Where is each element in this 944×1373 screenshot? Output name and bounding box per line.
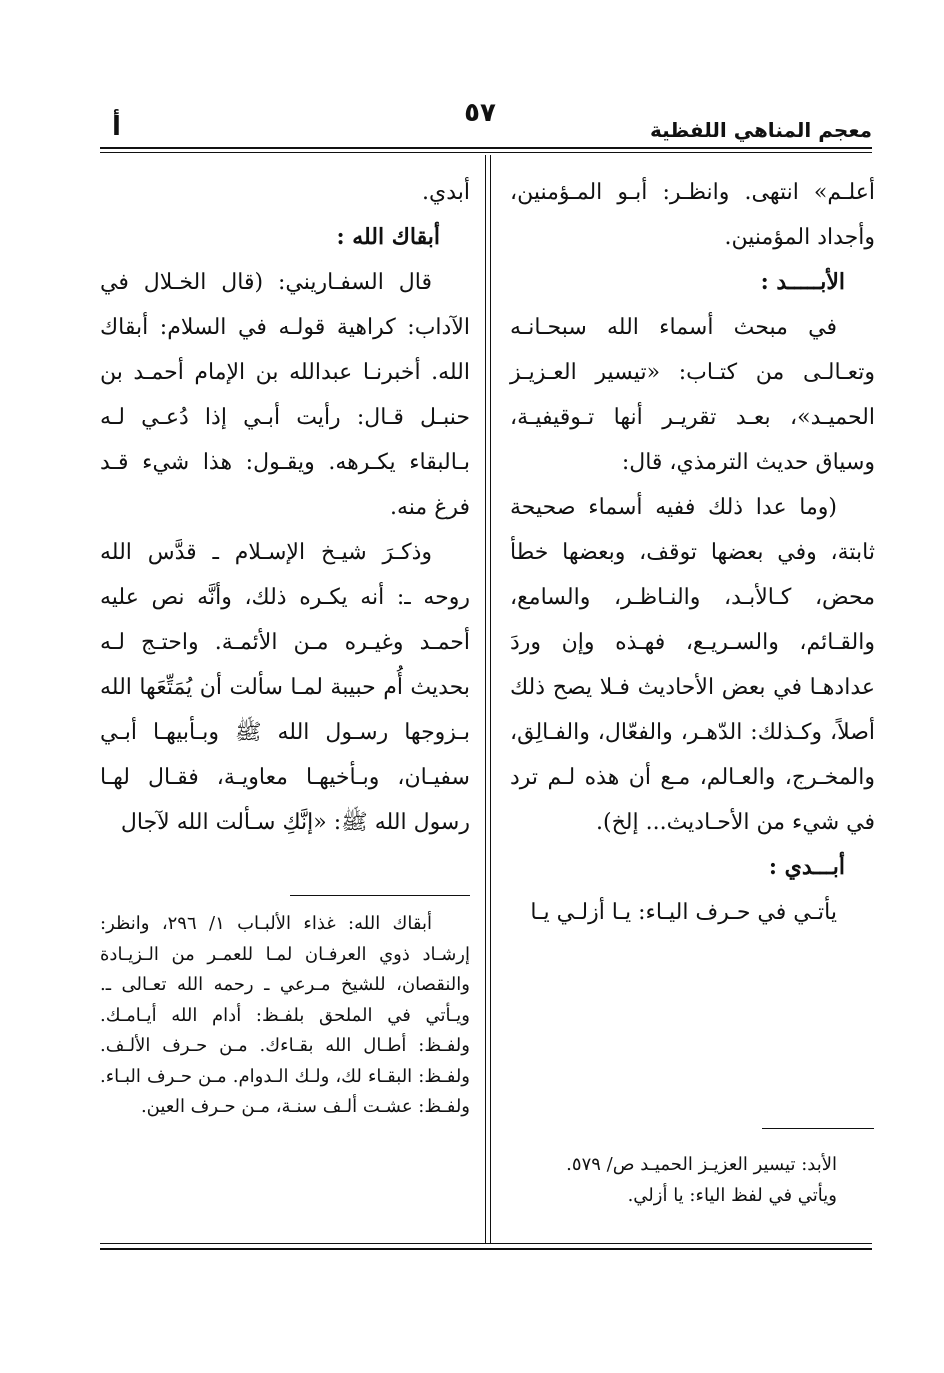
left-footnote (100, 909, 470, 1123)
paragraph: وذكـرَ شيـخ الإسـلام ـ قدَّس الله روحه ـ: أنه يكـره ذلك، وأنَّه نص عليه أحمـد وغيـره مـن الأئمـة. واحتـج لـه بحديث أُم حبيبة لمـا سألت أن يُمَتِّعَها الله بـزوجها رسـول الله ﷺ وبـأبيهـا أبـي سفيـان، وبـأخيهـا معاويـة، فقـال لهـا رسول الله ﷺ: «إنَّكِ سـألت الله لآجال (100, 540, 470, 835)
footer-rule (100, 1248, 872, 1250)
footer-rule-thin (100, 1243, 872, 1244)
entry-headword: أبـــدي : (768, 854, 845, 880)
footnote-line: الأبد: تيسير العزيـز الحميـد ص/ ٥٧٩. (566, 1154, 837, 1175)
footnote-rule (290, 895, 470, 896)
running-header-title: معجم المناهي اللفظية (650, 118, 872, 142)
footnote-rule (762, 1128, 874, 1129)
right-column (510, 170, 875, 935)
entry-headword: الأبـــــد : (760, 269, 845, 295)
section-letter: أ (112, 112, 121, 142)
entry-headword: أبقاك الله : (336, 224, 440, 250)
left-column (100, 170, 470, 845)
paragraph: قال السفـاريني: (قال الخـلال في الآداب: كراهية قولـه في السلام: أبقاك الله. أخبرنـا عبدالله بن الإمام أحمـد بن حنبـل قـال: رأيت أبـي إذا دُعـي لـه بـالبقاء يكـرهه. ويقـول: هذا شيء قـد فرغ منه. (100, 270, 470, 520)
footnote-line: ويأتي في لفظ الياء: يا أزلي. (627, 1184, 837, 1206)
paragraph: في مبحث أسماء الله سبحـانـه وتعـالـى من كتـاب: «تيسير العـزيـز الحميـد»، بعـد تقريـر أنها تـوقيفيـة، وسياق حديث الترمذي، قال: (510, 315, 875, 475)
footnote-text: أبقاك الله: غذاء الألبـاب ١/ ٢٩٦، وانظر: إرشـاد ذوي العرفـان لمـا للعمـر من الـزيـادة والنقصان، للشيخ مـرعي ـ رحمه الله تعـالى ـ. ويـأتي في الملحق بلفـظ: أدام الله أيـامـك. ولفـظ: أطـال الله بقـاءك. مـن حـرف الألـف. ولفـظ: البقـاء لك، ولـك الـدوام. مـن حـرف البـاء. ولفـظ: عشـت ألـف سنـة، مـن حـرف العين. (100, 913, 470, 1117)
column-divider (485, 155, 486, 1243)
header-rule-thin (100, 152, 872, 153)
paragraph: أبدي. (422, 180, 470, 205)
paragraph: أعلـم» انتهى. وانظـر: أبـو المـؤمنين، وأجداد المؤمنين. (510, 180, 875, 250)
column-divider-inner (490, 155, 491, 1243)
header-rule (100, 147, 872, 149)
right-footnote (510, 1150, 875, 1211)
page-number: ٥٧ (464, 98, 496, 128)
paragraph: (وما عدا ذلك ففيه أسماء صحيحة ثابتة، وفي بعضها توقف، وبعضها خطأ محض، كـالأبـد، والنـاظـر، والسامع، والقـائم، والسـريـع، فهـذه وإن وردَ عدادهـا في بعض الأحاديث فـلا يصح ذلك أصلاً، وكـذلك: الدّهـر، والفعّال، والفـالِق، والمخـرج، والعـالم، مـع أن هذه لـم ترد في شيء من الأحـاديث... إلخ). (510, 495, 875, 835)
paragraph: يأتـي في حـرف اليـاء: يـا أزلـي يـا (530, 900, 837, 925)
